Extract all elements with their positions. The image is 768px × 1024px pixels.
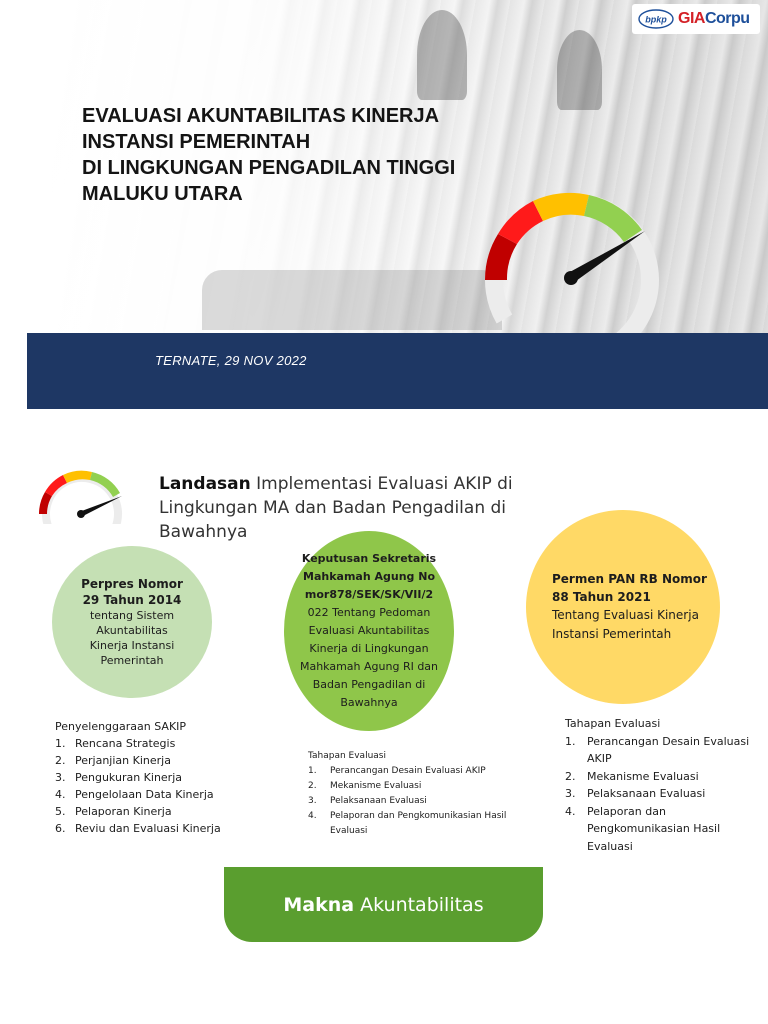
- heading-rest: Implementasi Evaluasi AKIP di Lingkungan MA dan Badan Pengadilan di Bawahnya: [159, 474, 513, 542]
- list-item: [55, 752, 221, 769]
- list-text: Reviu dan Evaluasi Kinerja: [75, 822, 221, 835]
- brand-logos: [632, 4, 760, 34]
- list-number: 1.: [55, 737, 66, 750]
- list-item: [55, 735, 221, 752]
- list-number: 3.: [565, 787, 576, 800]
- list-number: 2.: [55, 754, 66, 767]
- list-text: Perjanjian Kinerja: [75, 754, 171, 767]
- gia-corpu-logo: [678, 10, 750, 28]
- list-text: Perancangan Desain Evaluasi AKIP: [587, 734, 750, 765]
- corpu-logo-part: Corpu: [704, 10, 750, 27]
- list-item: [55, 786, 221, 803]
- speedometer-icon: [477, 185, 667, 335]
- list-number: 3.: [308, 796, 317, 806]
- list-number: 4.: [565, 804, 576, 818]
- makna-rest: Akuntabilitas: [360, 893, 484, 916]
- list-number: 3.: [55, 771, 66, 784]
- list-item: [308, 809, 528, 839]
- list-number: 6.: [55, 822, 66, 835]
- list-item: [55, 803, 221, 820]
- small-speedometer-icon: [36, 466, 128, 524]
- sakip-list: [55, 718, 221, 837]
- list-number: 5.: [55, 805, 66, 818]
- circle-keputusan: [284, 531, 454, 731]
- photo-person: [557, 30, 602, 110]
- list-number: 2.: [565, 769, 576, 783]
- circle-title: Permen PAN RB Nomor 88 Tahun 2021: [552, 572, 707, 604]
- circle-title: Keputusan Sekretaris Mahkamah Agung Nomor878/SEK/SK/VII/2: [301, 552, 437, 601]
- gia-logo-part: GIA: [678, 10, 705, 27]
- list-item: [308, 779, 528, 794]
- cover-slide: [27, 0, 768, 410]
- list-heading: Penyelenggaraan SAKIP: [55, 720, 187, 733]
- list-number: 4.: [55, 788, 66, 801]
- list-number: 1.: [308, 766, 317, 776]
- title-line: INSTANSI PEMERINTAH: [82, 131, 311, 153]
- tahapan-list-keputusan: [308, 749, 528, 839]
- circle-text: 022 Tentang Pedoman Evaluasi Akuntabilitas Kinerja di Lingkungan Mahkamah Agung RI dan Badan Pengadilan di Bawahnya: [299, 606, 439, 709]
- list-heading: Tahapan Evaluasi: [565, 717, 661, 730]
- list-item: [55, 769, 221, 786]
- list-text: Rencana Strategis: [75, 737, 176, 750]
- circle-text: tentang Sistem Akuntabilitas Kinerja Instansi Pemerintah: [89, 609, 175, 667]
- list-item: [565, 785, 765, 803]
- circle-permen: [526, 510, 720, 704]
- list-text: Pengukuran Kinerja: [75, 771, 182, 784]
- list-item: [308, 794, 528, 809]
- list-heading: Tahapan Evaluasi: [308, 751, 386, 761]
- list-number: 4.: [308, 811, 317, 821]
- makna-bold: Makna: [283, 893, 355, 916]
- makna-akuntabilitas-banner: [224, 867, 543, 942]
- list-item: [565, 768, 765, 786]
- circle-perpres: [52, 546, 212, 698]
- presentation-date: TERNATE, 29 NOV 2022: [155, 353, 307, 368]
- list-text: Mekanisme Evaluasi: [587, 769, 699, 783]
- date-band: [27, 333, 768, 409]
- list-text: Pengelolaan Data Kinerja: [75, 788, 214, 801]
- list-text: Pelaksanaan Evaluasi: [587, 787, 706, 800]
- photo-group: [202, 270, 502, 330]
- list-text: Pelaporan dan Pengkomunikasian Hasil Evaluasi: [587, 804, 721, 853]
- title-line: MALUKU UTARA: [82, 183, 243, 205]
- list-item: [55, 820, 221, 837]
- list-text: Perancangan Desain Evaluasi AKIP: [330, 766, 486, 776]
- list-item: [565, 733, 765, 768]
- list-number: 1.: [565, 734, 576, 748]
- title-line: EVALUASI AKUNTABILITAS KINERJA: [82, 105, 440, 127]
- bpkp-logo-icon: [638, 9, 674, 29]
- circle-text: Tentang Evaluasi Kinerja Instansi Pemerintah: [552, 608, 699, 641]
- list-text: Pelaksanaan Evaluasi: [330, 796, 427, 806]
- list-text: Mekanisme Evaluasi: [330, 781, 422, 791]
- photo-person: [417, 10, 467, 100]
- bpkp-logo-text: bpkp: [645, 14, 667, 25]
- heading-bold: Landasan: [159, 474, 251, 494]
- list-text: Pelaporan dan Pengkomunikasian Hasil Evaluasi: [330, 811, 507, 836]
- list-item: [308, 764, 528, 779]
- list-number: 2.: [308, 781, 317, 791]
- tahapan-list-permen: [565, 715, 765, 855]
- list-text: Pelaporan Kinerja: [75, 805, 172, 818]
- list-item: [565, 803, 765, 856]
- title-line: DI LINGKUNGAN PENGADILAN TINGGI: [82, 157, 456, 179]
- circle-title: Perpres Nomor 29 Tahun 2014: [81, 577, 183, 607]
- page-title: [82, 103, 542, 207]
